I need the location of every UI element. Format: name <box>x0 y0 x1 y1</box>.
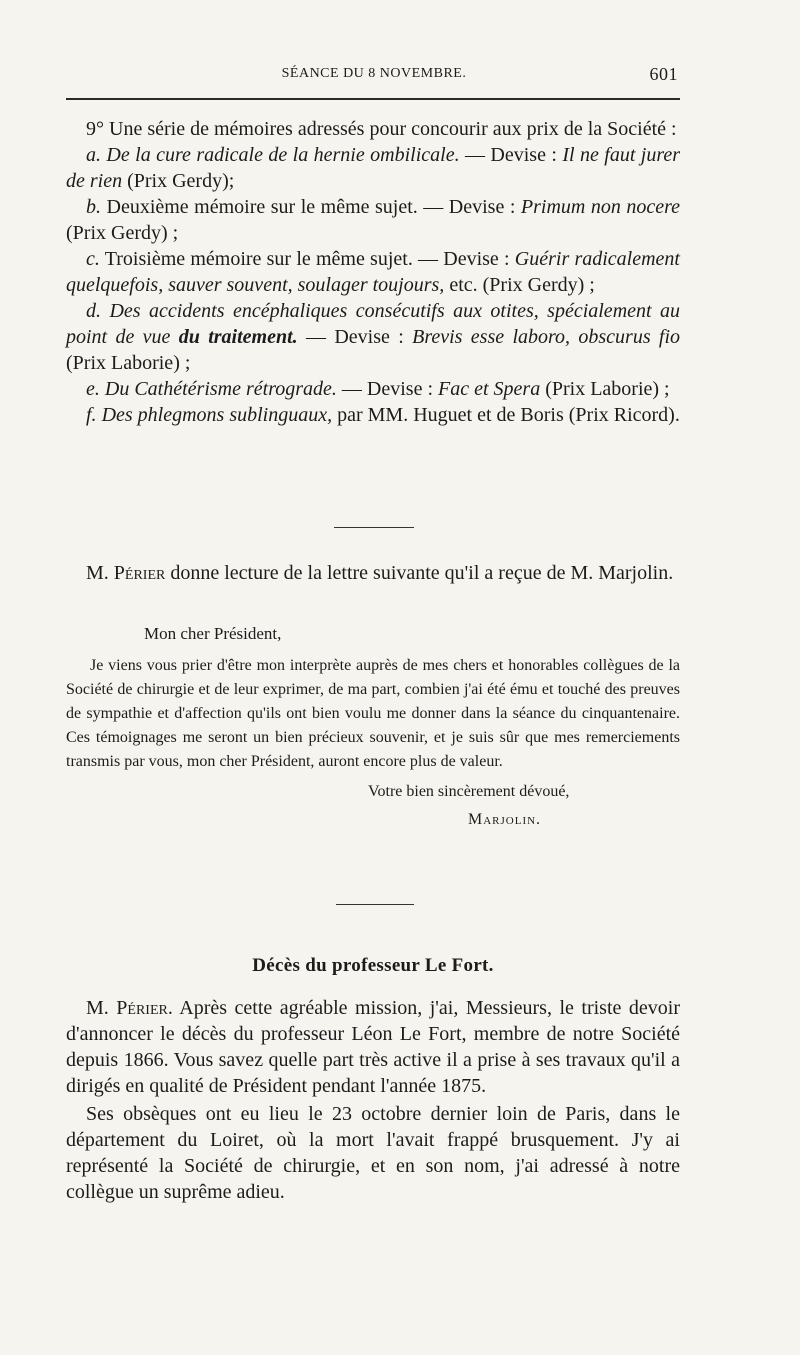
item-prize: (Prix Laborie) ; <box>66 352 191 374</box>
page-number: 601 <box>649 64 678 84</box>
prize-list <box>66 116 680 428</box>
item-devise: Fac et Spera <box>438 378 541 400</box>
list-item-f <box>66 402 680 428</box>
running-header <box>66 62 682 88</box>
item-title-emphasis: du traitement. <box>178 326 298 348</box>
letter-closing: Votre bien sincèrement dévoué, <box>368 783 570 800</box>
list-item-d <box>66 298 680 376</box>
item-letter: f. <box>86 404 97 426</box>
list-item-b <box>66 194 680 246</box>
list-item-a <box>66 142 680 194</box>
letter-body: Je viens vous prier d'être mon interprète auprès de mes chers et honorables collègues de la Société de chirurgie et de leur exprimer, de ma part, combien j'ai été ému et touché des preuves de sympathie et d'affection qu'ils ont bien voulu me donner dans la séance du cinquantenaire. Ces témoignages me seront un bien précieux souvenir, et je suis sûr que mes remerciements transmis par vous, mon cher Président, auront encore plus de valeur. <box>66 657 680 770</box>
intro-text: donne lecture de la lettre suivante qu'il a reçue de M. Marjolin. <box>170 562 674 584</box>
item-devise: Il ne faut jurer de rien <box>66 144 681 192</box>
item-title: De la cure radicale de la hernie ombilicale. <box>106 144 460 166</box>
item-title: Des phlegmons sublinguaux, <box>101 404 333 426</box>
item-letter: e. <box>86 378 100 400</box>
item-devise-label: — Devise : <box>465 144 557 166</box>
letter-signature: Marjolin. <box>468 811 542 828</box>
list-item-e <box>66 376 680 402</box>
paragraph-1-text: Après cette agréable mission, j'ai, Messieurs, le triste devoir d'annoncer le décès du professeur Léon Le Fort, membre de notre Société depuis 1866. Vous savez quelle part très active il a prise à ses travaux qu'il a dirigés en qualité de Président pendant l'année 1875. <box>66 997 680 1097</box>
item-devise-label: — Devise : <box>423 196 516 218</box>
item-prize: (Prix Gerdy); <box>127 170 235 192</box>
item-letter: d. <box>86 300 101 322</box>
item-letter: b. <box>86 196 101 218</box>
separator-rule <box>334 527 414 528</box>
item-prize: (Prix Gerdy) ; <box>66 222 179 244</box>
item-prize: (Prix Ricord). <box>568 404 680 426</box>
paragraph-2: Ses obsèques ont eu lieu le 23 octobre dernier loin de Paris, dans le département du Loiret, où la mort l'avait frappé brusquement. J'y ai représenté la Société de chirurgie, et en son nom, j'ai adressé à notre collègue un suprême adieu. <box>66 1103 680 1203</box>
item-title: Du Cathétérisme rétrograde. <box>104 378 337 400</box>
item-devise: Primum non nocere <box>520 196 681 218</box>
item-devise-suffix: etc. <box>449 274 478 296</box>
section-heading: Décès du professeur Le Fort. <box>252 955 494 976</box>
item-devise-label: — Devise : <box>306 326 404 348</box>
item-authors: par MM. Huguet et de Boris <box>337 404 564 426</box>
item-devise-label: — Devise : <box>341 378 433 400</box>
item-title: Deuxième mémoire sur le même sujet. <box>106 196 418 218</box>
header-title: SÉANCE DU 8 NOVEMBRE. <box>281 66 467 81</box>
speaker-name: M. Périer <box>86 562 166 584</box>
item-letter: c. <box>86 248 100 270</box>
perier-intro <box>66 560 680 586</box>
speaker-name: M. Périer. <box>86 997 173 1019</box>
letter <box>66 622 680 832</box>
item-title: Des accidents encéphaliques consécutifs aux otites, spécialement au point de vue <box>66 300 680 348</box>
item-devise: Guérir radicalement quelquefois, sauver souvent, soulager toujours, <box>66 248 680 296</box>
item-devise-label: — Devise : <box>418 248 510 270</box>
list-intro: 9° Une série de mémoires adressés pour concourir aux prix de la Société : <box>86 118 677 140</box>
final-paragraphs <box>66 995 680 1205</box>
item-prize: (Prix Gerdy) ; <box>482 274 595 296</box>
paragraph-1 <box>66 995 680 1099</box>
item-title: Troisième mémoire sur le même sujet. <box>104 248 413 270</box>
item-letter: a. <box>86 144 101 166</box>
item-prize: (Prix Laborie) ; <box>545 378 670 400</box>
list-item-c <box>66 246 680 298</box>
separator-rule <box>336 904 414 905</box>
item-devise: Brevis esse laboro, obscurus fio <box>412 326 681 348</box>
header-rule <box>66 98 680 100</box>
letter-salutation: Mon cher Président, <box>144 624 282 643</box>
